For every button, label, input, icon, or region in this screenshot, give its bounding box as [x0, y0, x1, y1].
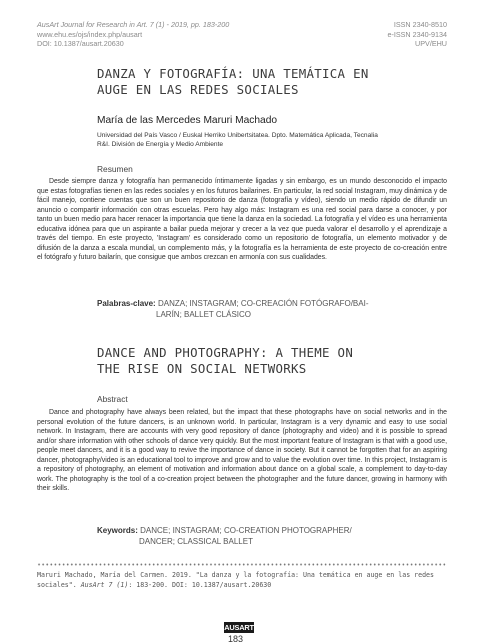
- title-english-line1: DANCE AND PHOTOGRAPHY: A THEME ON: [97, 345, 354, 360]
- author-affiliation: [97, 131, 447, 149]
- palabras-clave-line2: LARÍN; BALLET CLÁSICO: [156, 309, 251, 319]
- keywords: Keywords: DANCE; INSTAGRAM; CO-CREATION PHOTOGRAPHER/ DANCER; CLASSICAL BALLET: [97, 526, 352, 546]
- header-left: [37, 20, 229, 49]
- publisher: UPV/EHU: [415, 39, 447, 49]
- journal-name: AusArt Journal for Research in Art. 7 (1) - 2019, pp. 183-200: [37, 20, 230, 29]
- eissn: e-ISSN 2340-9134: [387, 29, 447, 39]
- affiliation-line2: R&I. División de Energía y Medio Ambiente: [97, 141, 224, 148]
- palabras-clave: Palabras-clave: DANZA; INSTAGRAM; CO-CREACIÓN FOTÓGRAFO/BAI- LARÍN; BALLET CLÁSICO: [97, 299, 369, 319]
- article-doi: DOI: 10.1387/ausart.20630: [37, 39, 124, 49]
- issn: ISSN 2340-8510: [393, 20, 447, 29]
- abstract-heading: Abstract: [97, 394, 128, 404]
- citation-prefix: Maruri Machado, María del Carmen. 2019. "La danza y la fotografía: Una temática en auge en las redes sociales".: [37, 571, 434, 589]
- author-name: María de las Mercedes Maruri Machado: [97, 115, 278, 126]
- page-number: 183: [228, 634, 244, 644]
- keywords-line1: DANCE; INSTAGRAM; CO-CREATION PHOTOGRAPHER/: [140, 526, 352, 535]
- keywords-line2: DANCER; CLASSICAL BALLET: [139, 536, 253, 546]
- affiliation-line1: Universidad del País Vasco / Euskal Herriko Unibertsitatea. Dpto. Matemática Aplicada, Tecnalia: [97, 132, 378, 139]
- palabras-clave-label: Palabras-clave: [97, 299, 154, 308]
- title-spanish-line1: DANZA Y FOTOGRAFÍA: UNA TEMÁTICA EN: [97, 66, 369, 81]
- dotted-separator: [37, 563, 447, 566]
- citation-suffix: : 183-200. DOI: 10.1387/ausart.20630: [128, 580, 272, 589]
- resumen-text: Desde siempre danza y fotografía han permanecido íntimamente ligadas y sin embargo, es un mundo desconocido el impacto que estas fotografías tienen en las redes sociales y en los futuros bailarines. En particular, la red social Instagram, muy dinámica y de fácil manejo, contiene cuentas que son un buen repositorio de danza (fotografía y vídeo), siendo un medio rápido de difundir un anuncio o compartir información con otras escuelas. Pero hay algo más: Instagram es una red social para darse a conocer, y por tanto un buen medio para hacer renacer la importancia que tiene la danza en la sociedad. La fotografía y el vídeo es una herramienta educativa idónea para que un aspirante a bailar pueda mejorar y crecer a la vez que pueda valorar el desarrollo y el aprendizaje a través del tiempo. En este proyecto, 'Instagram' es considerado como un repositorio de fotografía, un elemento motivador y de difusión de la danza a escala mundial, un complemento más, y la fotografía es la herramienta de este proyecto de co-creación entre el fotógrafo y futuro bailarín, que consigue que ambos crezcan en armonía con sus cualidades.: [37, 178, 447, 261]
- abstract-text: Dance and photography have always been related, but the impact that these photographs have on social networks and in the personal evolution of the future dancers, is an unknown world. In particular, Instagram is a very dynamic and easy to use social network. In Instagram, there are accounts with very good repository of dance (photography and video) and it is possible to spread and/or share information with other schools of dance very quickly. But the most important feature of Instagram is that with a good use, people meet dancers, and it is a good way to revive the importance of dance in society. But it cannot be forgotten that for an aspiring dancer, photography/video is an educational tool to improve and grow and to value the evolution over time. In this project, Instagram is a repository of photography, an element of motivation and information about dance on a global scale, a complement to day-to-day work. The photography is the tool of a co-creation project between the photographer and the future dancer, growing in harmony with their skills.: [37, 409, 447, 492]
- resumen-body: [37, 177, 447, 263]
- header-right: [387, 20, 447, 49]
- journal-url[interactable]: www.ehu.es/ojs/index.php/ausart: [37, 29, 143, 39]
- keywords-label: Keywords: [97, 526, 136, 535]
- resumen-heading: Resumen: [97, 164, 133, 174]
- title-english-line2: THE RISE ON SOCIAL NETWORKS: [97, 361, 307, 376]
- title-english: [97, 345, 353, 377]
- palabras-clave-line1: DANZA; INSTAGRAM; CO-CREACIÓN FOTÓGRAFO/BAI-: [157, 299, 369, 308]
- title-spanish-line2: AUGE EN LAS REDES SOCIALES: [97, 82, 299, 97]
- abstract-body: [37, 408, 447, 494]
- citation-journal: AusArt 7 (1): [80, 580, 129, 589]
- ausart-logo: AUSART: [224, 623, 254, 632]
- citation: [37, 571, 447, 590]
- title-spanish: [97, 66, 369, 98]
